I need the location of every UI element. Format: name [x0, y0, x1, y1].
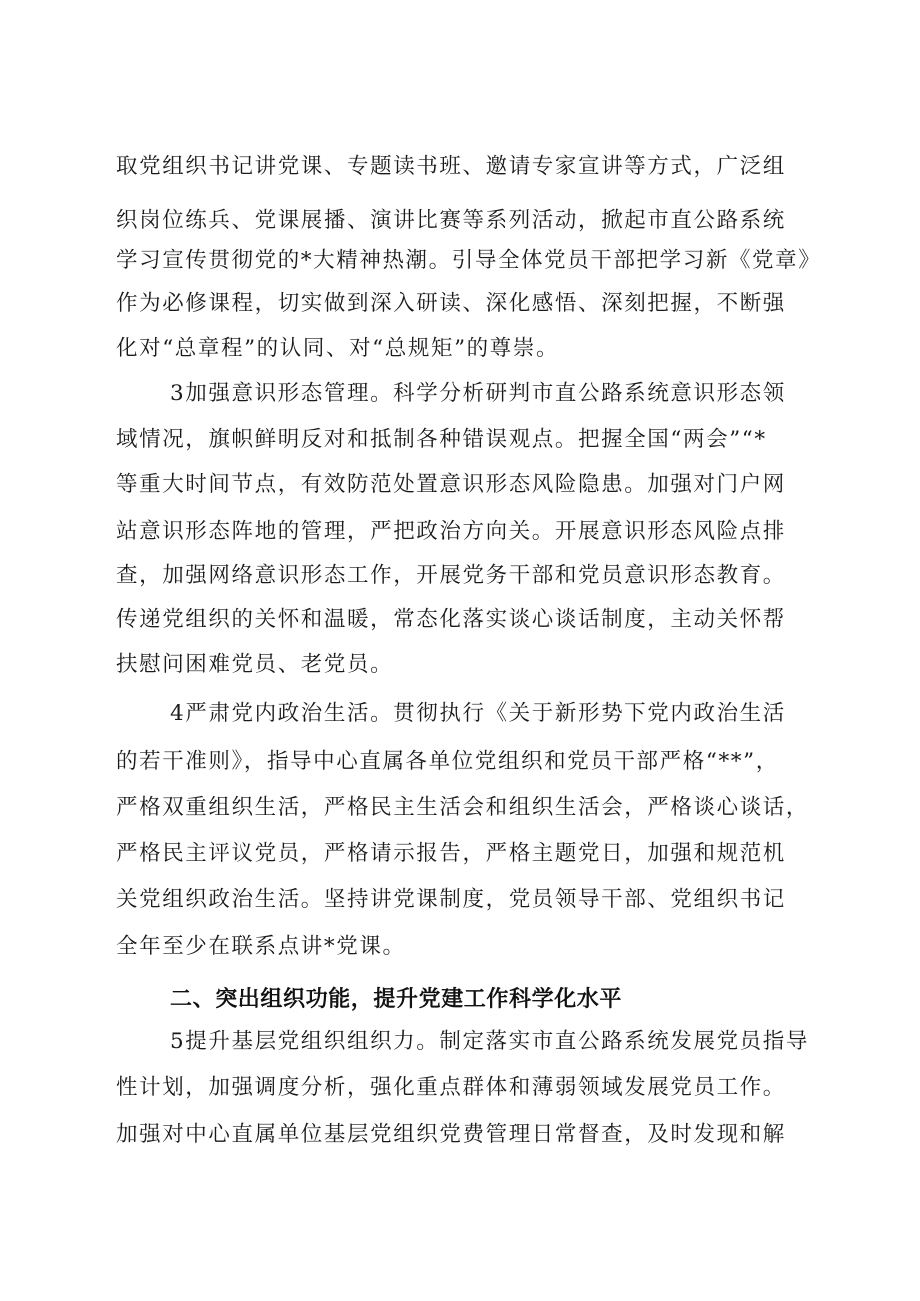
paragraph-line: 关党组织政治生活。坚持讲党课制度，党员领导干部、党组织书记 — [116, 887, 786, 912]
paragraph-line: 等重大时间节点，有效防范处置意识形态风险隐患。加强对门户网 — [116, 472, 786, 497]
paragraph-line: 全年至少在联系点讲*党课。 — [116, 934, 406, 959]
paragraph-line: 加强对中心直属单位基层党组织党费管理日常督查，及时发现和解 — [116, 1122, 786, 1147]
paragraph-line: 站意识形态阵地的管理，严把政治方向关。开展意识形态风险点排 — [116, 519, 786, 544]
paragraph-line: 严格民主评议党员，严格请示报告，严格主题党日，加强和规范机 — [116, 841, 786, 866]
paragraph-line: 域情况，旗帜鲜明反对和抵制各种错误观点。把握全国“两会”“* — [116, 427, 767, 452]
paragraph-line: 3加强意识形态管理。科学分析研判市直公路系统意识形态领 — [170, 381, 786, 406]
paragraph-line: 5提升基层党组织组织力。制定落实市直公路系统发展党员指导 — [170, 1029, 809, 1054]
paragraph-line: 作为必修课程，切实做到深入研读、深化感悟、深刻把握，不断强 — [116, 291, 786, 316]
paragraph-line: 的若干准则》，指导中心直属各单位党组织和党员干部严格“**”， — [116, 749, 779, 774]
paragraph-line: 化对“总章程”的认同、对“总规矩”的尊崇。 — [116, 336, 560, 361]
paragraph-line: 查，加强网络意识形态工作，开展党务干部和党员意识形态教育。 — [116, 563, 786, 588]
paragraph-line: 4严肃党内政治生活。贯彻执行《关于新形势下党内政治生活 — [170, 701, 786, 726]
section-heading: 二、突出组织功能，提升党建工作科学化水平 — [170, 987, 623, 1012]
paragraph-line: 织岗位练兵、党课展播、演讲比赛等系列活动，掀起市直公路系统 — [116, 208, 786, 233]
paragraph-line: 取党组织书记讲党课、专题读书班、邀请专家宣讲等方式，广泛组 — [116, 154, 786, 179]
paragraph-line: 传递党组织的关怀和温暖，常态化落实谈心谈话制度，主动关怀帮 — [116, 607, 786, 632]
paragraph-line: 学习宣传贯彻党的*大精神热潮。引导全体党员干部把学习新《党章》 — [116, 248, 822, 273]
paragraph-line: 严格双重组织生活，严格民主生活会和组织生活会，严格谈心谈话， — [116, 795, 810, 820]
paragraph-line: 性计划，加强调度分析，强化重点群体和薄弱领域发展党员工作。 — [116, 1075, 786, 1100]
paragraph-line: 扶慰问困难党员、老党员。 — [116, 652, 394, 677]
